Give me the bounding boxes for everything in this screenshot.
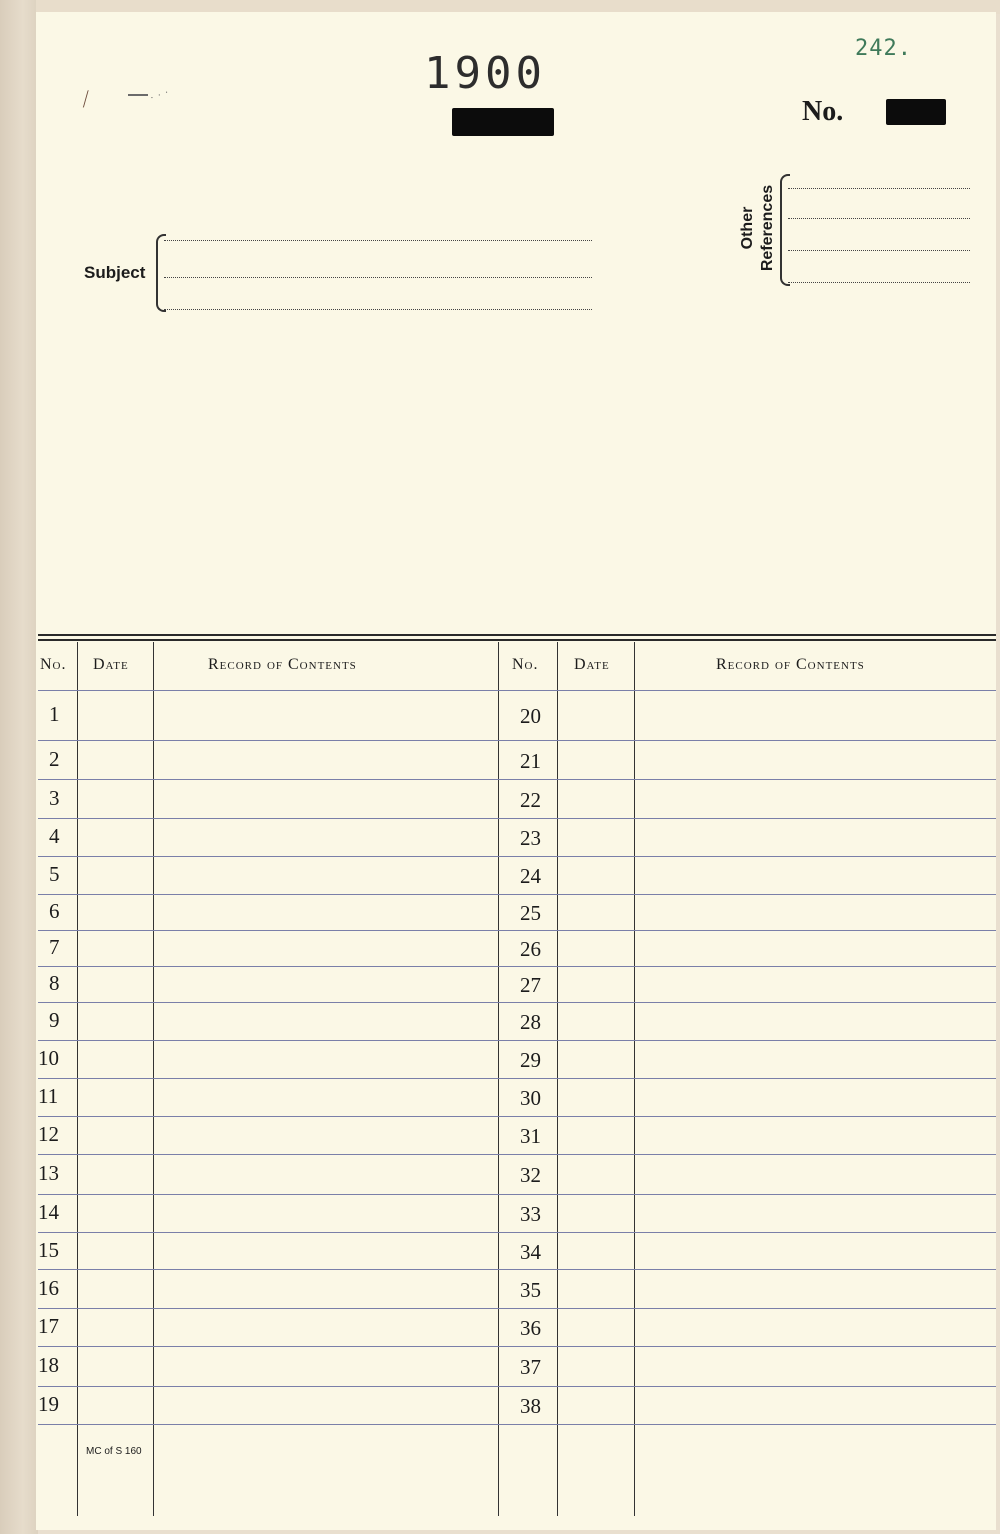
row-rule <box>38 1194 996 1195</box>
subject-line-3[interactable] <box>164 309 592 310</box>
row-number-right: 20 <box>520 704 541 728</box>
row-rule <box>38 1002 996 1003</box>
row-number-right: 23 <box>520 826 541 850</box>
references-brace <box>780 174 790 286</box>
row-number-left: 11 <box>38 1084 59 1108</box>
subject-label: Subject <box>84 263 146 282</box>
col-divider <box>153 642 154 1516</box>
row-number-left: 1 <box>49 702 60 726</box>
col-divider <box>77 642 78 1516</box>
row-number-left: 13 <box>38 1161 59 1185</box>
redaction-block <box>452 108 554 136</box>
row-number-left: 14 <box>38 1200 59 1224</box>
row-number-right: 35 <box>520 1277 541 1302</box>
row-rule <box>38 818 996 819</box>
row-rule <box>38 966 996 967</box>
row-number-right: 24 <box>520 864 541 888</box>
row-number-left: 6 <box>49 899 60 923</box>
row-number-left: 15 <box>38 1237 59 1262</box>
row-rule <box>38 1269 996 1270</box>
row-rule <box>38 1078 996 1079</box>
reference-line-2[interactable] <box>788 218 970 219</box>
row-number-left: 17 <box>38 1314 59 1338</box>
row-number-left: 16 <box>38 1275 59 1300</box>
row-number-left: 9 <box>49 1008 60 1032</box>
row-number-right: 36 <box>520 1316 541 1340</box>
row-rule <box>38 1232 996 1233</box>
row-rule <box>38 1308 996 1309</box>
col-header-no-left: No. <box>40 656 67 673</box>
col-header-date-right: Date <box>574 656 610 673</box>
pencil-mark: ⁄ <box>79 86 92 111</box>
row-number-right: 37 <box>520 1355 541 1379</box>
row-number-right: 26 <box>520 937 541 961</box>
row-rule <box>38 1346 996 1347</box>
row-number-left: 4 <box>49 824 60 848</box>
row-number-left: 7 <box>49 935 60 959</box>
row-number-left: 18 <box>38 1353 59 1377</box>
reference-line-3[interactable] <box>788 250 970 251</box>
row-rule <box>38 1424 996 1425</box>
col-header-no-right: No. <box>512 656 539 673</box>
row-number-right: 27 <box>520 973 541 997</box>
row-rule <box>38 690 996 691</box>
row-rule <box>38 856 996 857</box>
faint-stamp: · · · <box>148 86 172 105</box>
row-number-right: 29 <box>520 1048 541 1072</box>
row-number-right: 31 <box>520 1124 541 1148</box>
row-number-right: 21 <box>520 748 541 773</box>
redacted-number <box>886 99 946 125</box>
row-number-right: 38 <box>520 1394 541 1418</box>
row-number-right: 22 <box>520 787 541 812</box>
row-rule <box>38 894 996 895</box>
col-divider <box>498 642 499 1516</box>
subject-line-2[interactable] <box>164 277 592 278</box>
number-label: No. <box>802 96 844 127</box>
table-top-rule <box>38 634 996 636</box>
year-stamp: 1900 <box>424 48 546 99</box>
row-rule <box>38 1116 996 1117</box>
row-number-right: 32 <box>520 1163 541 1187</box>
col-header-date-left: Date <box>93 656 129 673</box>
reference-line-1[interactable] <box>788 188 970 189</box>
col-header-contents-left: Record of Contents <box>208 656 357 673</box>
row-rule <box>38 1040 996 1041</box>
row-rule <box>38 1154 996 1155</box>
row-number-left: 19 <box>38 1392 59 1416</box>
form-code: MC of S 160 <box>86 1446 142 1457</box>
other-references-label: Other References <box>739 184 776 272</box>
row-number-left: 8 <box>49 971 60 995</box>
binding-spine <box>0 0 38 1534</box>
subject-brace <box>156 234 166 312</box>
col-divider <box>557 642 558 1516</box>
file-number: 242. <box>855 36 912 61</box>
row-number-right: 25 <box>520 901 541 925</box>
col-divider <box>634 642 635 1516</box>
row-rule <box>38 930 996 931</box>
row-number-left: 3 <box>49 785 60 810</box>
pencil-dash <box>128 94 148 96</box>
row-rule <box>38 779 996 780</box>
reference-line-4[interactable] <box>788 282 970 283</box>
row-number-right: 30 <box>520 1086 541 1110</box>
row-number-right: 28 <box>520 1010 541 1034</box>
subject-line-1[interactable] <box>164 240 592 241</box>
row-number-left: 5 <box>49 862 60 886</box>
row-number-right: 33 <box>520 1202 541 1226</box>
col-header-contents-right: Record of Contents <box>716 656 865 673</box>
row-number-right: 34 <box>520 1239 541 1264</box>
row-number-left: 10 <box>38 1046 59 1070</box>
table-top-rule-2 <box>38 639 996 641</box>
row-number-left: 2 <box>49 746 60 771</box>
row-number-left: 12 <box>38 1122 59 1146</box>
row-rule <box>38 740 996 741</box>
row-rule <box>38 1386 996 1387</box>
